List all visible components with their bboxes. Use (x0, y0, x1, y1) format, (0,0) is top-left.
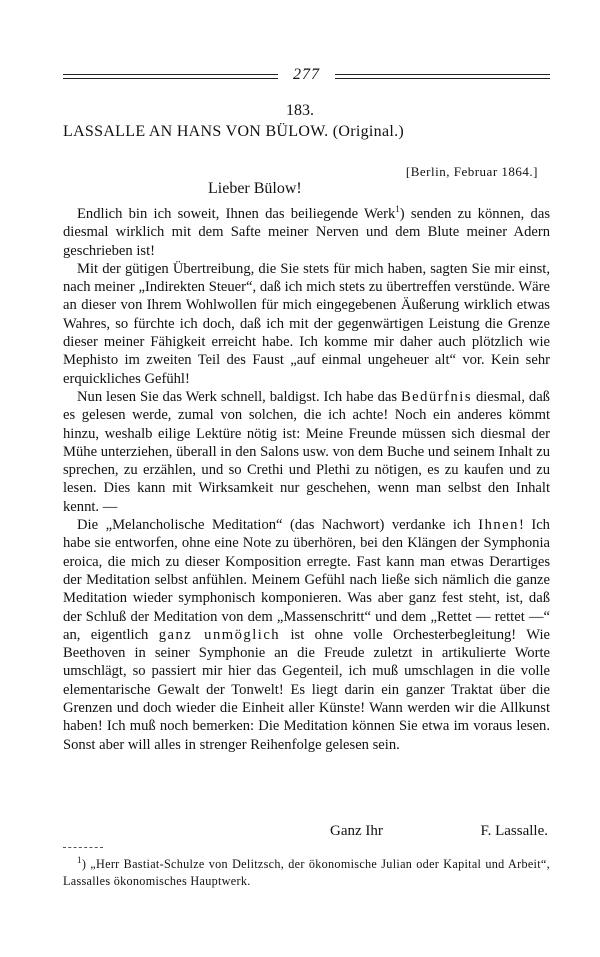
header-rule-right (335, 74, 550, 80)
paragraph-text: ) senden zu können, das diesmal wirklich mit dem Safte meiner Nerven und dem Blute meiner Adern geschrieben ist! (63, 206, 550, 259)
paragraph-3 (63, 388, 550, 516)
paragraph-text: Nun lesen Sie das Werk schnell, baldigst. Ich habe das (77, 388, 401, 405)
paragraph-4 (63, 516, 550, 754)
paragraph-text: diesmal, daß es gelesen werde, zumal von solchen, die ich achte! Noch ein anderes kömmt hinzu, weshalb eilige Lektüre nötig ist: Meine Freunde müssen sich diesmal der Mühe unterziehen, überall in den Salons usw. von dem Buche und seinem Inhalt zu sprechen, zu erzählen, und so Crethi und Plethi zu nötigen, es zu kaufen und zu lesen. Dies kann mit Wirksamkeit nur geschehen, wenn man selbst den Inhalt kennt. — (63, 388, 550, 515)
footnote-text: ) „Herr Bastiat-Schulze von Delitzsch, der ökonomische Julian oder Kapital und Arbeit“, Lassalles ökonomisches Hauptwerk. (63, 857, 550, 888)
running-header (63, 66, 550, 88)
footnote-divider (63, 847, 103, 848)
signature: F. Lassalle. (480, 823, 548, 839)
footnote-marker: 1 (77, 854, 82, 865)
footnote (63, 856, 550, 890)
emphasized-text: Ihnen (478, 517, 519, 534)
dateline: [Berlin, Februar 1864.] (405, 164, 538, 179)
emphasized-text: Bedürfnis (400, 388, 473, 405)
closing (63, 823, 550, 843)
letter-title: LASSALLE AN HANS VON BÜLOW. (Original.) (63, 123, 405, 140)
page-number: 277 (293, 66, 320, 83)
paragraph-text: Die „Melancholische Meditation“ (das Nachwort) verdanke ich (77, 517, 479, 534)
letter-body (63, 205, 550, 754)
paragraph-text: ! Ich habe sie entworfen, ohne eine Note zu überhören, bei den Klängen der Symphonia eroica, die mich zu dieser Komposition erregte. Fast kann man etwas Derartiges der Meditation selbst anfühlen. Meinem Gefühl nach ließe sich nämlich die ganze Meditation wieder symphonisch komponieren. Was aber ganz fest steht, ist, daß der Schluß der Meditation von dem „Massenschritt“ und dem „Rettet — rettet —“ an, eigentlich (63, 517, 550, 643)
emphasized-text: ganz unmöglich (158, 626, 281, 643)
paragraph-1 (63, 205, 550, 260)
paragraph-text: Endlich bin ich soweit, Ihnen das beiliegende Werk (77, 206, 396, 222)
paragraph-text: ist ohne volle Orchesterbegleitung! Wie Beethoven in seiner Symphonie an die Freude zuletzt in artikulierte Worte umschlägt, so passiert mir hier das Gegenteil, ich muß umschlagen in die volle elementarische Gewalt der Tonwelt! Es liegt darin ein ganzer Traktat über die Grenzen und doch wieder die Einheit aller Künste! Wann werden wir die Allkunst haben! Ich muß noch bemerken: Die Meditation können Sie etwa im voraus lesen. Sonst aber will alles in strenger Reihenfolge gelesen sein. (63, 626, 550, 753)
footnote-reference: 1 (395, 204, 400, 215)
salutation: Lieber Bülow! (208, 180, 302, 197)
closing-phrase: Ganz Ihr (330, 823, 383, 839)
letter-number: 183. (286, 102, 314, 119)
paragraph-2: Mit der gütigen Übertreibung, die Sie stets für mich haben, sagten Sie mir einst, nach meiner „Indirekten Steuer“, daß ich mich stets zu übertreffen verstünde. Wäre an dieser von Ihrem Wohlwollen für mich eingegebenen Äußerung wirklich etwas Wahres, so fürchte ich doch, daß ich mit der gegenwärtigen Leistung die Grenze dieser meiner Fähigkeit erreicht habe. Ich komme mir daher auch plötzlich wie Mephisto im zweiten Teil des Faust „auf einmal ungeheuer alt“ vor. Kein sehr erquickliches Gefühl! (63, 260, 550, 387)
